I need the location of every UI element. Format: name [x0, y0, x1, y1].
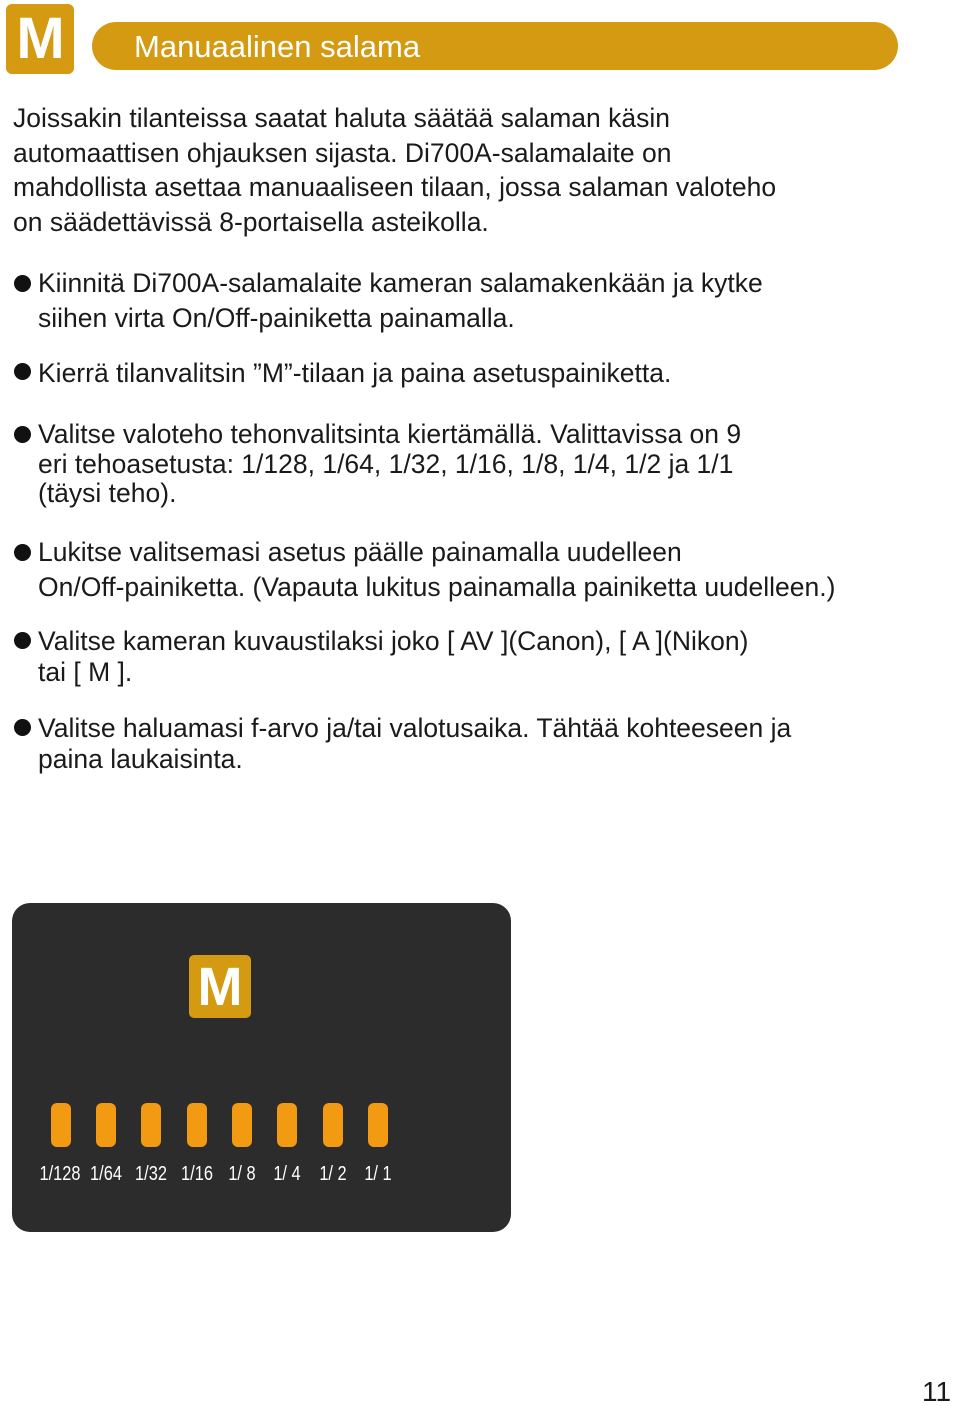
panel-mode-m-badge: M: [189, 955, 251, 1018]
power-label: 1/ 1: [364, 1163, 392, 1185]
power-label: 1/16: [181, 1163, 213, 1185]
bullet-icon: [14, 719, 31, 736]
step-6: [14, 713, 914, 774]
step-line: siihen virta On/Off-painiketta painamalla.: [38, 303, 515, 333]
step-text: [38, 713, 914, 774]
step-text: [38, 420, 914, 509]
power-led-1-4: [277, 1103, 297, 1147]
step-text: [38, 266, 914, 336]
step-text: [38, 626, 914, 687]
intro-line: on säädettävissä 8-portaisella asteikolla.: [13, 206, 489, 237]
power-led-1-32: [141, 1103, 161, 1147]
step-1: [14, 266, 914, 336]
intro-line: automaattisen ohjauksen sijasta. Di700A-salamalaite on: [13, 137, 672, 168]
step-line: Lukitse valitsemasi asetus päälle painamalla uudelleen: [38, 537, 682, 567]
bullet-icon: [14, 632, 31, 649]
step-2: [14, 358, 914, 389]
bullet-icon: [14, 363, 31, 380]
intro-line: Joissakin tilanteissa saatat haluta säätää salaman käsin: [13, 103, 670, 133]
step-text: [38, 358, 914, 389]
power-label: 1/32: [135, 1163, 167, 1185]
mode-m-badge: M: [6, 4, 74, 74]
intro-paragraph: [13, 101, 913, 239]
flash-display-panel: [12, 903, 511, 1232]
step-5: [14, 626, 914, 687]
step-line: Valitse kameran kuvaustilaksi joko [ AV ](Canon), [ A ](Nikon): [38, 626, 749, 656]
section-title: Manuaalinen salama: [134, 29, 421, 64]
step-line: paina laukaisinta.: [38, 743, 243, 774]
power-label: 1/ 4: [273, 1163, 301, 1185]
bullet-icon: [14, 426, 31, 443]
step-line: Kierrä tilanvalitsin ”M”-tilaan ja paina asetuspainiketta.: [38, 358, 672, 388]
power-led-1-128: [51, 1103, 71, 1147]
power-label: 1/64: [90, 1163, 122, 1185]
step-line: Valitse valoteho tehonvalitsinta kiertämällä. Valittavissa on 9: [38, 419, 742, 449]
bullet-icon: [14, 544, 31, 561]
power-led-1-64: [96, 1103, 116, 1147]
power-led-1-8: [232, 1103, 252, 1147]
bullet-icon: [14, 275, 31, 292]
power-label: 1/128: [39, 1163, 81, 1185]
step-line: tai [ M ].: [38, 656, 133, 687]
intro-line: mahdollista asettaa manuaaliseen tilaan, jossa salaman valoteho: [13, 172, 777, 202]
power-led-1-2: [323, 1103, 343, 1147]
page-number: 11: [922, 1376, 952, 1406]
step-line: Kiinnitä Di700A-salamalaite kameran salamakenkään ja kytke: [38, 268, 763, 298]
section-title-bar: [92, 22, 898, 70]
step-text: [38, 535, 914, 605]
step-line: On/Off-painiketta. (Vapauta lukitus painamalla painiketta uudelleen.): [38, 572, 836, 602]
step-line: eri tehoasetusta: 1/128, 1/64, 1/32, 1/16, 1/8, 1/4, 1/2 ja 1/1: [38, 448, 734, 479]
power-led-1-16: [187, 1103, 207, 1147]
step-line: Valitse haluamasi f-arvo ja/tai valotusaika. Tähtää kohteeseen ja: [38, 713, 792, 743]
step-4: [14, 535, 914, 605]
power-label: 1/ 2: [319, 1163, 347, 1185]
power-led-1-1: [368, 1103, 388, 1147]
step-line: (täysi teho).: [38, 478, 177, 508]
step-3: [14, 420, 914, 509]
power-label: 1/ 8: [228, 1163, 256, 1185]
